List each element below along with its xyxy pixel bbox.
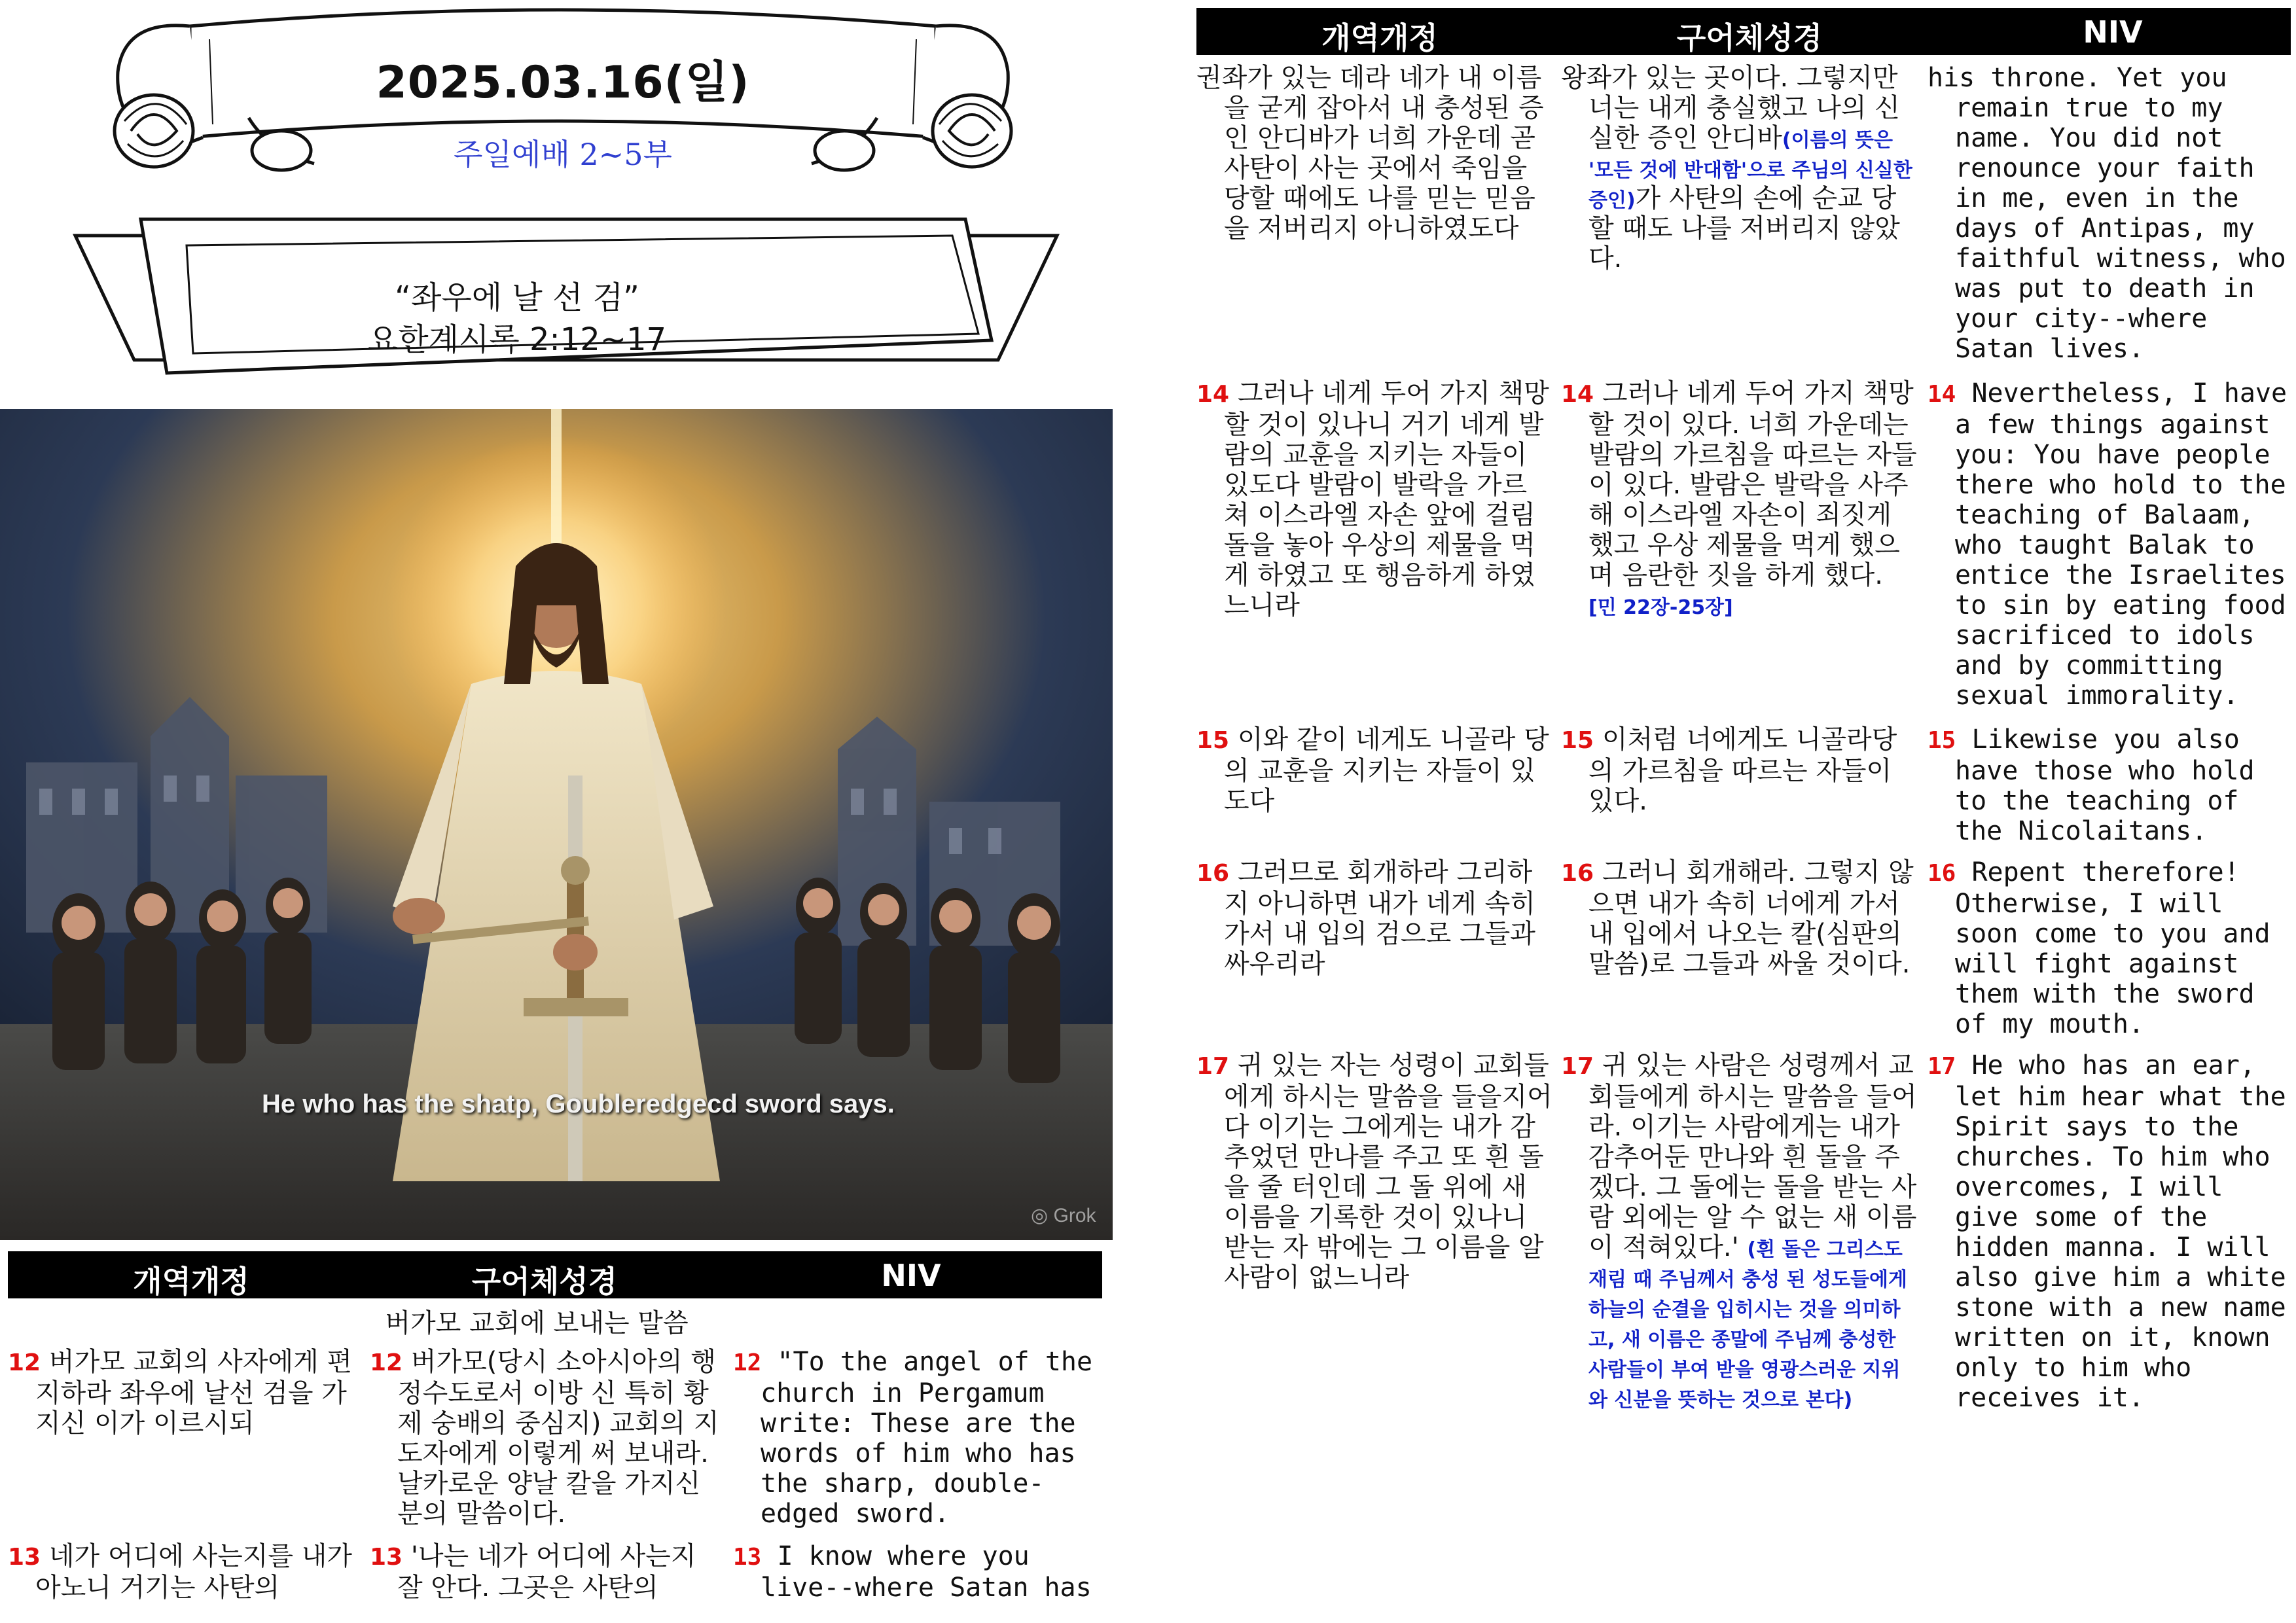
col-header-colloquial: 구어체성경 bbox=[1676, 20, 1823, 56]
verse-text: He who has an ear, let him hear what the Spirit says to the churches. To him who overcomes, I will give some of the hidden manna. I will also give him a white stone with a new name written on it, known only to him who receives it. bbox=[1955, 1050, 2286, 1413]
verse-number: 14 bbox=[1196, 381, 1230, 408]
verse-text: 그러므로 회개하라 그리하지 아니하면 내가 네게 속히 가서 내 입의 검으로 그들과 싸우리라 bbox=[1224, 857, 1535, 979]
verse-number: 12 bbox=[370, 1349, 403, 1376]
verse-number: 13 bbox=[733, 1544, 762, 1571]
verse-12-niv bbox=[733, 1347, 1100, 1529]
col-header-krv: 개역개정 bbox=[133, 1264, 249, 1299]
verse-text: 권좌가 있는 데라 네가 내 이름을 굳게 잡아서 내 충성된 증인 안디바가 너희 가운데 곧 사탄이 사는 곳에서 죽임을 당할 때에도 나를 믿는 믿음을 저버리지 아니하였도다 bbox=[1196, 63, 1544, 243]
verse-16-niv bbox=[1928, 857, 2294, 1039]
verse-number: 15 bbox=[1561, 727, 1594, 754]
verse-13-krv bbox=[8, 1541, 365, 1603]
verse-text: 이와 같이 네게도 니골라 당의 교훈을 지키는 자들이 있도다 bbox=[1224, 724, 1549, 816]
verse-text: his throne. Yet you remain true to my name. You did not renounce your faith in me, even in the days of Antipas, my faithful witness, who was put to death in your city--where Satan lives. bbox=[1928, 63, 2286, 364]
verse-12-colloquial bbox=[370, 1347, 726, 1529]
grok-watermark bbox=[1031, 1204, 1096, 1227]
verse-text: Likewise you also have those who hold to the teaching of the Nicolaitans. bbox=[1955, 724, 2255, 846]
image-caption: He who has the shatp, Goubleredgecd sword says. bbox=[262, 1090, 895, 1118]
verse-number: 15 bbox=[1196, 727, 1230, 754]
verse-number: 17 bbox=[1928, 1053, 1956, 1080]
col-header-krv: 개역개정 bbox=[1321, 20, 1438, 56]
verse-17-krv bbox=[1196, 1050, 1556, 1293]
verse-text: 그러나 네게 두어 가지 책망할 것이 있나니 거기 네게 발람의 교훈을 지키는 자들이 있도다 발람이 발락을 가르쳐 이스라엘 자손 앞에 걸림돌을 놓아 우상의 제물을 먹게 하였고 또 행음하게 하였느니라 bbox=[1224, 378, 1549, 620]
verse-number: 17 bbox=[1196, 1053, 1230, 1080]
verse-number: 17 bbox=[1561, 1053, 1594, 1080]
verse-14-colloquial bbox=[1561, 378, 1918, 620]
verse-number: 16 bbox=[1561, 860, 1594, 887]
grok-icon: ◎ bbox=[1031, 1205, 1054, 1226]
jesus-with-sword-image bbox=[0, 409, 1113, 1240]
verse-number: 12 bbox=[733, 1349, 762, 1376]
sermon-reference: 요한계시록 2:12~17 bbox=[367, 321, 667, 358]
verse-15-colloquial bbox=[1561, 724, 1918, 816]
verse-text: I know where you live--where Satan has bbox=[761, 1541, 1092, 1603]
col-header-niv: NIV bbox=[2083, 14, 2143, 50]
verse-14-krv bbox=[1196, 378, 1550, 620]
verse-text: '나는 네가 어디에 사는지 잘 안다. 그곳은 사탄의 bbox=[397, 1541, 696, 1603]
verse-text: 귀 있는 사람은 성령께서 교회들에게 하시는 말씀을 들어라. 이기는 사람에게는 내가 감추어둔 만나와 흰 돌을 주겠다. 그 돌에는 돌을 받는 사람 외에는 알 수 없는 새 이름이 적혀있다.' bbox=[1588, 1050, 1917, 1262]
sermon-title-box bbox=[62, 209, 1070, 380]
watermark-text: Grok bbox=[1053, 1205, 1096, 1226]
verse-14-niv bbox=[1928, 378, 2294, 711]
verse-text: "To the angel of the church in Pergamum write: These are the words of him who has the sharp, double-edged sword. bbox=[761, 1347, 1093, 1529]
verse-text: Nevertheless, I have a few things against you: You have people there who hold to the teaching of Balaam, who taught Balak to entice the Israelites to sin by eating food sacrificed to idols and by committing sexual immorality. bbox=[1955, 378, 2287, 711]
verse-number: 16 bbox=[1928, 860, 1956, 887]
verse-note: (이름의 뜻은 '모든 것에 반대함'으로 주님의 신실한 증인) bbox=[1588, 129, 1912, 212]
col-header-niv: NIV bbox=[881, 1258, 941, 1293]
verse-13-krv-continued bbox=[1196, 63, 1550, 243]
service-date: 2025.03.16(일) bbox=[376, 57, 750, 109]
col-header-colloquial: 구어체성경 bbox=[471, 1264, 618, 1299]
verse-number: 12 bbox=[8, 1349, 41, 1376]
date-banner bbox=[98, 0, 1060, 196]
verse-text: 가 사탄의 손에 순교 당할 때도 나를 저버리지 않았다. bbox=[1588, 183, 1900, 274]
sermon-title: “좌우에 날 선 검” bbox=[395, 279, 639, 316]
verse-text: 네가 어디에 사는지를 내가 아노니 거기는 사탄의 bbox=[35, 1541, 353, 1603]
verse-text: 그러나 네게 두어 가지 책망할 것이 있다. 너희 가운데는 발람의 가르침을 따르는 자들이 있다. 발람은 발락을 사주해 이스라엘 자손이 죄짓게 했고 우상 제물을 먹게 했으며 음란한 짓을 하게 했다. bbox=[1588, 378, 1917, 590]
verse-number: 15 bbox=[1928, 727, 1956, 754]
verse-15-niv bbox=[1928, 724, 2294, 846]
verse-text: 귀 있는 자는 성령이 교회들에게 하시는 말씀을 들을지어다 이기는 그에게는 내가 감추었던 만나를 주고 또 흰 돌을 줄 터인데 그 돌 위에 새 이름을 기록한 것이 있나니 받는 자 밖에는 그 이름을 알 사람이 없느니라 bbox=[1224, 1050, 1552, 1293]
service-times: 주일예배 2~5부 bbox=[454, 137, 672, 172]
verse-17-niv bbox=[1928, 1050, 2294, 1413]
verse-text: Repent therefore! Otherwise, I will soon come to you and will fight against them with the sword of my mouth. bbox=[1955, 857, 2270, 1039]
verse-text: 버가모 교회의 사자에게 편지하라 좌우에 날선 검을 가지신 이가 이르시되 bbox=[35, 1347, 353, 1438]
verse-text: 왕좌가 있는 곳이다. 그렇지만 너는 내게 충실했고 나의 신실한 증인 안디바 bbox=[1561, 63, 1900, 153]
verse-12-krv bbox=[8, 1347, 361, 1438]
verse-text: 그러니 회개해라. 그렇지 않으면 내가 속히 너에게 가서 내 입에서 나오는 칼(심판의 말씀)로 그들과 싸울 것이다. bbox=[1588, 857, 1914, 979]
verse-number: 13 bbox=[370, 1544, 403, 1571]
verse-17-colloquial bbox=[1561, 1050, 1918, 1413]
verse-note: [민 22장-25장] bbox=[1588, 596, 1733, 619]
right-table-header bbox=[1196, 8, 2291, 55]
verse-note: (흰 돌은 그리스도 재림 때 주님께서 충성 된 성도들에게 하늘의 순결을 입히시는 것을 의미하고, 새 이름은 종말에 주님께 충성한 사람들이 부여 받을 영광스러운 지위와 신분을 뜻하는 것으로 본다) bbox=[1588, 1238, 1907, 1412]
verse-number: 14 bbox=[1928, 381, 1956, 408]
verse-16-krv bbox=[1196, 857, 1550, 979]
verse-text: 이처럼 너에게도 니골라당의 가르침을 따르는 자들이 있다. bbox=[1588, 724, 1897, 816]
left-table-header bbox=[8, 1251, 1102, 1298]
verse-13-niv-continued bbox=[1928, 63, 2294, 364]
verse-text: 버가모(당시 소아시아의 행정수도로서 이방 신 특히 황제 숭배의 중심지) 교회의 지도자에게 이렇게 써 보내라. 날카로운 양날 칼을 가지신 분의 말씀이다. bbox=[397, 1347, 719, 1529]
verse-16-colloquial bbox=[1561, 857, 1918, 979]
verse-number: 13 bbox=[8, 1544, 41, 1571]
verse-number: 16 bbox=[1196, 860, 1230, 887]
verse-number: 14 bbox=[1561, 381, 1594, 408]
verse-13-niv bbox=[733, 1541, 1100, 1603]
verse-13-colloquial-continued bbox=[1561, 63, 1918, 274]
verse-15-krv bbox=[1196, 724, 1550, 816]
section-subheading: 버가모 교회에 보내는 말씀 bbox=[385, 1308, 689, 1338]
verse-13-colloquial bbox=[370, 1541, 726, 1603]
